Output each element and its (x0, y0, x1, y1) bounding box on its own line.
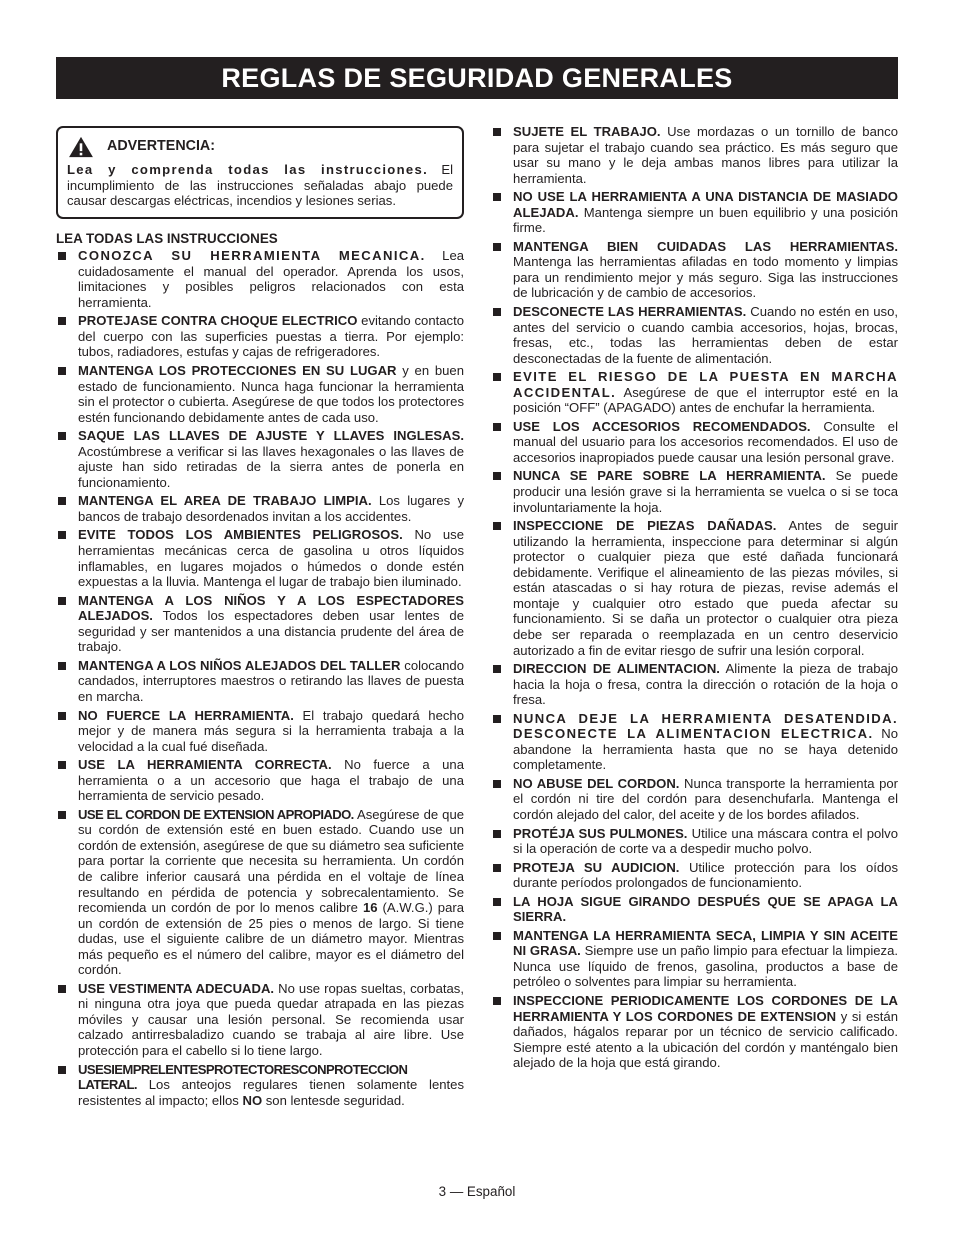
rule-title: NUNCA DEJE LA HERRAMIENTA DESATENDIDA. DESCONECTE LA ALIMENTACION ELECTRICA. (513, 710, 898, 742)
rule-item (56, 313, 464, 360)
rule-item (491, 468, 898, 515)
rule-title: EVITE EL RIESGO DE LA PUESTA EN MARCHA ACCIDENTAL. (513, 369, 898, 400)
rule-item (491, 894, 898, 925)
square-bullet-icon (493, 522, 501, 530)
rule-text: No use herramientas mecánicas cerca de gasolina u otros líquidos inflamables, en lugares mojados o húmedos o donde estén expuestas a la lluvia. Mantenga el lugar de trabajo bien iluminado. (78, 527, 465, 590)
rule-item (491, 826, 898, 857)
square-bullet-icon (493, 898, 501, 906)
square-bullet-icon (58, 985, 66, 993)
rule-text: Los lugares y bancos de trabajo desordenados invitan a los accidentes. (78, 493, 464, 524)
rule-item (491, 419, 898, 466)
rule-text: Todos los espectadores deben usar lentes de seguridad y ser mantenidos a una distancia prudente del área de trabajo. (78, 608, 464, 655)
square-bullet-icon (58, 761, 66, 769)
right-column (491, 124, 898, 1074)
rule-item (491, 189, 898, 236)
rule-item (491, 304, 898, 366)
rule-title: SUJETE EL TRABAJO. (513, 124, 661, 139)
rule-title: SAQUE LAS LLAVES DE AJUSTE Y LLAVES INGLESAS. (78, 428, 464, 444)
rule-text: Antes de seguir utilizando la herramienta, inspeccione para determinar si algún protector o cualquier pieza que esté dañada funcionará debidamente. Verifique el alineamiento de las piezas móviles, si están atascadas o si hay rotura de piezas, revise además el montaje y cualquier otro estado que pueda afectar su funcionamiento. Si se daña un protector o cualquier otra pieza debe ser reparada o reemplazada en un centro deservicio autorizado a fin de evitar riesgo de sufrir una lesión corporal. (513, 518, 898, 658)
square-bullet-icon (58, 531, 66, 539)
rule-title: DESCONECTE LAS HERRAMIENTAS. (513, 304, 747, 320)
square-bullet-icon (58, 432, 66, 440)
rule-item (491, 369, 898, 416)
rule-bold-value: NO (242, 1092, 263, 1108)
rule-item (56, 527, 464, 589)
square-bullet-icon (493, 932, 501, 940)
rule-item (491, 661, 898, 708)
rule-title: INSPECCIONE DE PIEZAS DAÑADAS. (513, 518, 777, 534)
rule-title: USE VESTIMENTA ADECUADA. (78, 980, 275, 996)
square-bullet-icon (493, 243, 501, 251)
rule-title: NO ABUSE DEL CORDON. (513, 775, 680, 791)
rule-title: MANTENGA A LOS NIÑOS Y A LOS ESPECTADORES ALEJADOS. (78, 592, 464, 624)
square-bullet-icon (58, 317, 66, 325)
warning-header (67, 136, 453, 158)
rule-text: Se puede producir una lesión grave si la herramienta se vuelca o si se toca involuntariamente la hoja. (513, 468, 898, 515)
rule-title: DIRECCION DE ALIMENTACION. (513, 661, 720, 677)
rule-title: MANTENGA LOS PROTECCIONES EN SU LUGAR (78, 363, 397, 379)
rule-text: y si están dañados, hágalos reparar por un técnico de servicio calificado. Siempre esté atento a la ubicación del cordón y manténgalo bien alejado de la hoja que está girando. (513, 1008, 898, 1071)
square-bullet-icon (58, 252, 66, 260)
square-bullet-icon (58, 811, 66, 819)
square-bullet-icon (58, 497, 66, 505)
rule-item (491, 239, 898, 301)
rule-text: evitando contacto del cuerpo con las superficies puestas a tierra. Por ejemplo: tubos, radiadores, estufas y cajas de refrigeradores. (78, 313, 464, 360)
rule-text: No abandone la herramienta hasta que no se haya detenido completamente. (513, 726, 898, 773)
rule-item (56, 1062, 464, 1109)
rule-text: y en buen estado de funcionamiento. Nunca haga funcionar la herramienta sin el protector o cubierta. Asegúrese de que todos los protectores estén funcionando debidamente antes de cada uso. (78, 363, 464, 425)
rule-text: Mantenga siempre un buen equilibrio y una posición firme. (513, 204, 898, 236)
rule-text: Cuando no estén en uso, antes del servicio o cuando cambia accesorios, hojas, brocas, fresas, etc., todas las herramientas deben de estar desconectadas de la fuente de alimentación. (513, 304, 898, 366)
rule-title: USE LOS ACCESORIOS RECOMENDADOS. (513, 418, 811, 434)
rule-title: PROTEJA SU AUDICION. (513, 859, 680, 875)
rule-text: son lentesde seguridad. (262, 1092, 405, 1108)
warning-text (67, 162, 453, 209)
rule-item (491, 928, 898, 990)
square-bullet-icon (493, 780, 501, 788)
square-bullet-icon (493, 472, 501, 480)
rule-item (56, 757, 464, 804)
rule-title: CONOZCA SU HERRAMIENTA MECANICA. (78, 248, 426, 264)
rule-item (56, 248, 464, 310)
rule-text: Alimente la pieza de trabajo hacia la hoja o fresa, contra la dirección o rotación de la hoja o fresa. (513, 661, 898, 708)
square-bullet-icon (493, 373, 501, 381)
rule-item (56, 493, 464, 524)
rule-text: No use ropas sueltas, corbatas, ni ninguna otra joya que pueda quedar atrapada en las piezas móviles y causar una lesión personal. Se recomienda usar calzado antirresbaladizo cuando se trabaja al aire libre. Use protección para el cabello si lo tiene largo. (78, 980, 464, 1058)
rule-item (491, 776, 898, 823)
rule-item (491, 993, 898, 1071)
rule-text: Consulte el manual del usuario para los accesorios recomendados. El uso de accesorios inapropiados puede causar una lesión personal grave. (513, 418, 898, 465)
rule-item (491, 711, 898, 773)
warning-box (56, 126, 464, 219)
square-bullet-icon (58, 367, 66, 375)
rule-text: Mantenga las herramientas afiladas en todo momento y limpias para un rendimiento mejor y más seguro. Siga las instrucciones de lubricación y de cambio de accesorios. (513, 254, 898, 301)
square-bullet-icon (493, 715, 501, 723)
rule-title: USESIEMPRELENTESPROTECTORESCONPROTECCION LATERAL. (78, 1061, 408, 1093)
rule-item (56, 708, 464, 755)
rule-text: Acostúmbrese a verificar si las llaves hexagonales o las llaves de ajuste han sido retiradas de la sierra antes de ponerla en funcionamiento. (78, 443, 464, 490)
rule-title: USE LA HERRAMIENTA CORRECTA. (78, 757, 332, 773)
square-bullet-icon (493, 830, 501, 838)
rule-text: Utilice una máscara contra el polvo si la operación de corte va a despedir mucho polvo. (513, 825, 898, 857)
rule-text: Asegúrese de que su cordón de extensión esté en buen estado. Cuando use un cordón de extensión, asegúrese de que su diámetro sea suficiente para portar la corriente que necesita su herramienta. Un cordón de calibre inferior causará una pérdida en el voltaje de línea resultando en pérdida de potencia y sobrecalentamiento. Se recomienda un cordón de por lo menos calibre (78, 806, 465, 916)
rule-title: INSPECCIONE PERIODICAMENTE LOS CORDONES DE LA HERRAMIENTA Y LOS CORDONES DE EXTENSION (513, 992, 898, 1024)
left-column (56, 124, 464, 1111)
rule-text: Los anteojos regulares tienen solamente lentes resistentes al impacto; ellos (78, 1077, 464, 1108)
rule-text: Use mordazas o un tornillo de banco para sujetar el trabajo cuando sea práctico. Es más seguro que usar su mano y le deja ambas manos libres para utilizar la herramienta. (513, 124, 898, 186)
rule-item (56, 428, 464, 490)
square-bullet-icon (493, 997, 501, 1005)
rule-item (491, 518, 898, 658)
rule-text: (A.W.G.) para un cordón de extensión de 25 pies o menos de largo. Si tiene dudas, use el siguiente calibre de un diámetro mayor. Mientras más pequeño es el número del calibre, mayor es el diámetro del cordón. (78, 900, 465, 978)
rule-item (56, 658, 464, 705)
rule-item (491, 124, 898, 186)
rule-item (56, 363, 464, 425)
rule-text: El trabajo quedará hecho mejor y de manera más segura si la herramienta trabaja a la velocidad a la cual fué diseñada. (78, 707, 464, 754)
rule-item (56, 981, 464, 1059)
page-title-bar (56, 57, 898, 99)
rule-text: Nunca transporte la herramienta por el cordón ni tire del cordón para desenchufarla. Mantenga el cordón alejado del calor, del aceite y de los bordes afilados. (513, 775, 898, 822)
rule-title: NO USE LA HERRAMIENTA A UNA DISTANCIA DE MASIADO ALEJADA. (513, 189, 898, 220)
page-footer: 3 — Español (438, 1184, 516, 1199)
rule-title: MANTENGA A LOS NIÑOS ALEJADOS DEL TALLER (78, 657, 401, 673)
square-bullet-icon (58, 597, 66, 605)
section-heading: LEA TODAS LAS INSTRUCCIONES (56, 230, 278, 246)
left-rules-list (56, 248, 464, 1108)
rule-text: Utilice protección para los oídos durante períodos prolongados de funcionamiento. (513, 859, 898, 891)
right-rules-list (491, 124, 898, 1071)
rule-title: NO FUERCE LA HERRAMIENTA. (78, 707, 294, 723)
warning-triangle-icon (67, 136, 95, 158)
rule-title: MANTENGA LA HERRAMIENTA SECA, LIMPIA Y SIN ACEITE NI GRASA. (513, 927, 898, 959)
rule-bold-value: 16 (362, 900, 378, 916)
warning-body: El incumplimiento de las instrucciones señaladas abajo puede causar descargas eléctricas, incendios y lesiones serias. (67, 162, 453, 209)
rule-text: Asegúrese de que el interruptor esté en la posición “OFF” (APAGADO) antes de enchufar la herramienta. (513, 384, 898, 416)
square-bullet-icon (493, 193, 501, 201)
square-bullet-icon (58, 662, 66, 670)
square-bullet-icon (58, 1066, 66, 1074)
warning-heading: ADVERTENCIA: (107, 138, 216, 155)
square-bullet-icon (493, 128, 501, 136)
rule-item (56, 593, 464, 655)
rule-title: PROTÉJA SUS PULMONES. (513, 825, 688, 841)
rule-title: NUNCA SE PARE SOBRE LA HERRAMIENTA. (513, 468, 826, 484)
rule-text: Lea cuidadosamente el manual del operador. Aprenda los usos, limitaciones y posibles peligros relacionados con esta herramienta. (78, 248, 465, 310)
rule-item (56, 807, 464, 978)
square-bullet-icon (58, 712, 66, 720)
square-bullet-icon (493, 423, 501, 431)
rule-text: colocando candados, interruptores maestros o retirando las llaves de puesta en marcha. (78, 657, 464, 704)
rule-text: No fuerce a una herramienta o a un accesorio que haga el trabajo de una herramienta de servicio pesado. (78, 757, 464, 804)
page-title: REGLAS DE SEGURIDAD GENERALES (221, 63, 733, 93)
warning-lead: Lea y comprenda todas las instrucciones. (67, 162, 429, 177)
square-bullet-icon (493, 308, 501, 316)
square-bullet-icon (493, 864, 501, 872)
rule-title: MANTENGA EL AREA DE TRABAJO LIMPIA. (78, 493, 372, 509)
rule-title: EVITE TODOS LOS AMBIENTES PELIGROSOS. (78, 527, 403, 543)
rule-title: LA HOJA SIGUE GIRANDO DESPUÉS QUE SE APAGA LA SIERRA. (513, 893, 898, 925)
rule-text: Siempre use un paño limpio para efectuar la limpieza. Nunca use líquido de frenos, gasolina, productos a base de petróleo o solventes para limpiar su herramienta. (513, 943, 899, 990)
rule-item (491, 860, 898, 891)
square-bullet-icon (493, 665, 501, 673)
rule-title: USE EL CORDON DE EXTENSION APROPIADO. (78, 806, 354, 822)
rule-title: PROTEJASE CONTRA CHOQUE ELECTRICO (78, 313, 358, 329)
rule-title: MANTENGA BIEN CUIDADAS LAS HERRAMIENTAS. (513, 238, 898, 254)
